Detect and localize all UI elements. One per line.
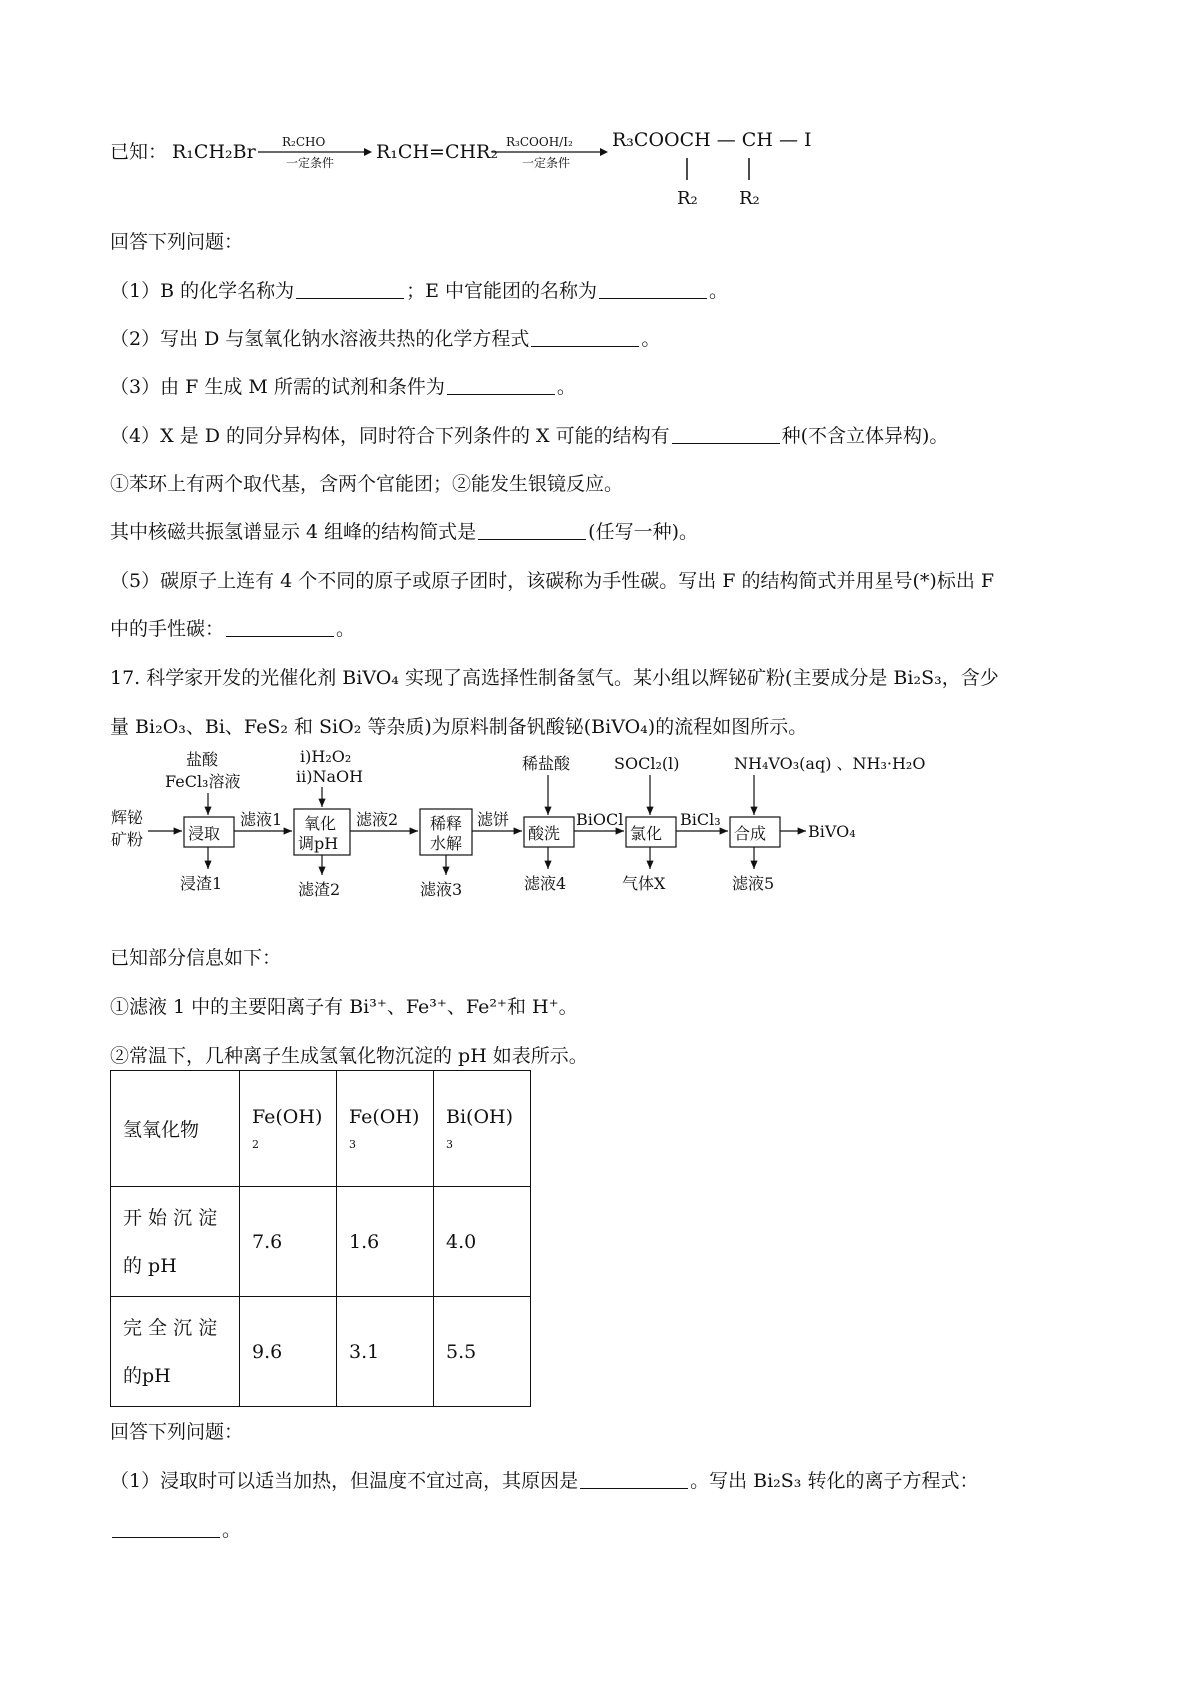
box-chlorination-label: 氯化 (630, 824, 663, 843)
output-5: 气体X (622, 874, 666, 893)
table-header-row (111, 1071, 531, 1187)
reagent-1a: 盐酸 (186, 750, 219, 769)
output-6: 滤液5 (732, 874, 775, 893)
product-formula: R₃COOCH — CH — I (612, 129, 812, 151)
output-1: 浸渣1 (180, 874, 223, 893)
q17-question-1-cont: 。 (110, 1516, 241, 1544)
q16-prompt: 回答下列问题： (110, 231, 244, 253)
q17-intro-1: 17. 科学家开发的光催化剂 BiVO₄ 实现了高选择性制备氢气。某小组以辉铋矿粉(主要成分是 Bi₂S₃，含少 (110, 667, 999, 689)
header-cell: Fe(OH) 3 (337, 1071, 434, 1187)
q16-nmr-line: 其中核磁共振氢谱显示 4 组峰的结构简式是 (任写一种)。 (110, 521, 698, 543)
row-label: 完 全 沉 淀 的pH (111, 1297, 240, 1407)
reagent-4: 稀盐酸 (522, 754, 571, 773)
answer-blank[interactable] (599, 278, 707, 299)
reagent-2a: i)H₂O₂ (300, 747, 352, 766)
feed-label-1: 辉铋 (111, 808, 144, 827)
q17-question-1: （1）浸取时可以适当加热，但温度不宜过高，其原因是 。写出 Bi₂S₃ 转化的离子方程式： (110, 1470, 979, 1492)
link-4: BiOCl (576, 810, 624, 829)
q17-info-2: ②常温下，几种离子生成氢氧化物沉淀的 pH 如表所示。 (110, 1045, 588, 1067)
known-reaction-scheme (0, 110, 900, 220)
q16-question-4: （4）X 是 D 的同分异构体，同时符合下列条件的 X 可能的结构有 种(不含立体异构)。 (110, 425, 949, 447)
q16-question-1: （1）B 的化学名称为 ；E 中官能团的名称为 。 (110, 280, 729, 302)
link-5: BiCl₃ (680, 810, 721, 829)
substituent-left: R₂ (677, 188, 698, 209)
table-row (111, 1187, 531, 1297)
arrow1-top-label: R₂CHO (282, 135, 326, 149)
header-cell: 氢氧化物 (111, 1071, 240, 1187)
q17-info-title: 已知部分信息如下： (110, 947, 282, 969)
box-synthesis-label: 合成 (734, 824, 767, 843)
link-2: 滤液2 (356, 810, 399, 829)
table-cell: 3.1 (337, 1297, 434, 1407)
reagent-6: NH₄VO₃(aq) 、NH₃·H₂O (734, 754, 926, 773)
link-1: 滤液1 (240, 810, 283, 829)
answer-blank[interactable] (580, 1468, 688, 1489)
output-3: 滤液3 (420, 880, 463, 899)
reagent-5: SOCl₂(l) (614, 754, 680, 773)
substituent-right: R₂ (739, 188, 760, 209)
answer-blank[interactable] (478, 519, 586, 540)
box-oxidation-label-1: 氧化 (304, 814, 337, 833)
table-row (111, 1297, 531, 1407)
link-3: 滤饼 (477, 810, 510, 829)
q16-question-5-cont: 中的手性碳： 。 (110, 618, 356, 640)
intermediate: R₁CH=CHR₂ (376, 141, 498, 163)
process-flow-diagram (0, 745, 1000, 925)
q17-prompt: 回答下列问题： (110, 1421, 244, 1443)
answer-blank[interactable] (226, 616, 334, 637)
box-leaching-label: 浸取 (188, 824, 221, 843)
q16-conditions: ①苯环上有两个取代基，含两个官能团；②能发生银镜反应。 (110, 473, 624, 495)
table-cell: 7.6 (240, 1187, 337, 1297)
output-2: 滤渣2 (298, 880, 341, 899)
answer-blank[interactable] (672, 423, 780, 444)
final-product: BiVO₄ (808, 822, 856, 841)
table-cell: 4.0 (434, 1187, 531, 1297)
arrow1-bottom-label: 一定条件 (286, 156, 335, 170)
q17-info-1: ①滤液 1 中的主要阳离子有 Bi³⁺、Fe³⁺、Fe²⁺和 H⁺。 (110, 996, 578, 1018)
q17-intro-2: 量 Bi₂O₃、Bi、FeS₂ 和 SiO₂ 等杂质)为原料制备钒酸铋(BiVO₄)的流程如图所示。 (110, 716, 808, 738)
reagent-2b: ii)NaOH (296, 767, 364, 786)
box-hydrolysis-label-1: 稀释 (430, 814, 463, 833)
precipitation-ph-table (110, 1070, 531, 1407)
table-cell: 1.6 (337, 1187, 434, 1297)
q16-question-3: （3）由 F 生成 M 所需的试剂和条件为 。 (110, 376, 576, 398)
feed-label-2: 矿粉 (111, 830, 144, 849)
q16-question-2: （2）写出 D 与氢氧化钠水溶液共热的化学方程式 。 (110, 328, 661, 350)
arrow2-head (600, 148, 608, 156)
box-hydrolysis-label-2: 水解 (430, 834, 463, 853)
header-cell: Fe(OH) 2 (240, 1071, 337, 1187)
table-cell: 5.5 (434, 1297, 531, 1407)
answer-blank[interactable] (447, 374, 555, 395)
row-label: 开 始 沉 淀 的 pH (111, 1187, 240, 1297)
known-prefix: 已知： (110, 141, 168, 163)
table-cell: 9.6 (240, 1297, 337, 1407)
output-4: 滤液4 (524, 874, 567, 893)
box-oxidation-label-2: 调pH (298, 834, 339, 853)
answer-blank[interactable] (531, 326, 639, 347)
arrow2-top-label: R₃COOH/I₂ (506, 135, 573, 149)
answer-blank[interactable] (112, 1517, 220, 1538)
arrow1-head (364, 148, 372, 156)
header-cell: Bi(OH) 3 (434, 1071, 531, 1187)
answer-blank[interactable] (296, 278, 404, 299)
box-acid-wash-label: 酸洗 (528, 824, 561, 843)
arrow2-bottom-label: 一定条件 (522, 156, 571, 170)
reactant-start: R₁CH₂Br (172, 141, 256, 163)
q16-question-5: （5）碳原子上连有 4 个不同的原子或原子团时，该碳称为手性碳。写出 F 的结构简式并用星号(*)标出 F (110, 570, 995, 592)
reagent-1b: FeCl₃溶液 (165, 772, 241, 791)
